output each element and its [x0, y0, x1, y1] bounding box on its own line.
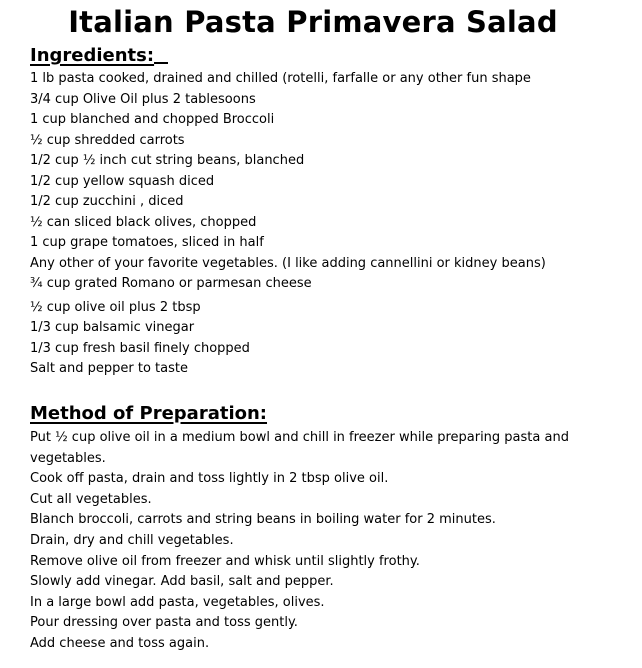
ingredient-item: ½ cup olive oil plus 2 tbsp [30, 299, 201, 315]
method-line: Remove olive oil from freezer and whisk until slightly frothy. [30, 553, 420, 569]
ingredients-heading [30, 45, 168, 67]
heading-underline-extension [154, 62, 168, 64]
method-line: In a large bowl add pasta, vegetables, olives. [30, 594, 325, 610]
method-line: Put ½ cup olive oil in a medium bowl and chill in freezer while preparing pasta and [30, 430, 569, 445]
method-line: Add cheese and toss again. [30, 635, 210, 651]
method-list [30, 428, 569, 655]
method-line: Blanch broccoli, carrots and string beans in boiling water for 2 minutes. [30, 512, 496, 528]
ingredient-item: 1 cup blanched and chopped Broccoli [30, 112, 275, 127]
ingredient-item: Any other of your favorite vegetables. (I like adding cannellini or kidney beans) [30, 255, 546, 271]
ingredient-item: ¾ cup grated Romano or parmesan cheese [30, 276, 312, 291]
method-line: Drain, dry and chill vegetables. [30, 532, 234, 548]
method-line: Slowly add vinegar. Add basil, salt and pepper. [30, 574, 334, 590]
ingredient-item: 1/3 cup balsamic vinegar [30, 320, 195, 335]
method-line: Pour dressing over pasta and toss gently. [30, 615, 298, 631]
ingredient-item: 1 lb pasta cooked, drained and chilled (rotelli, farfalle or any other fun shape [30, 71, 531, 86]
ingredient-item: 1/2 cup zucchini , diced [30, 194, 184, 209]
method-heading-text: Method of Preparation: [30, 403, 268, 424]
ingredients-heading-text: Ingredients: [30, 45, 155, 66]
ingredient-item: 1/2 cup yellow squash diced [30, 173, 215, 189]
method-line: vegetables. [30, 450, 106, 466]
ingredient-item: 1 cup grape tomatoes, sliced in half [30, 235, 264, 250]
ingredient-item: 1/3 cup fresh basil finely chopped [30, 340, 250, 356]
ingredient-item: Salt and pepper to taste [30, 361, 188, 376]
page-title: Italian Pasta Primavera Salad [68, 5, 558, 39]
method-heading [30, 403, 267, 425]
ingredient-item: ½ can sliced black olives, chopped [30, 214, 257, 230]
ingredients-list [30, 69, 546, 380]
ingredient-item: ½ cup shredded carrots [30, 132, 185, 148]
method-line: Cook off pasta, drain and toss lightly in 2 tbsp olive oil. [30, 471, 389, 487]
ingredient-item: 1/2 cup ½ inch cut string beans, blanched [30, 153, 305, 168]
method-line: Cut all vegetables. [30, 491, 152, 507]
ingredient-item: 3/4 cup Olive Oil plus 2 tablesoons [30, 91, 256, 107]
